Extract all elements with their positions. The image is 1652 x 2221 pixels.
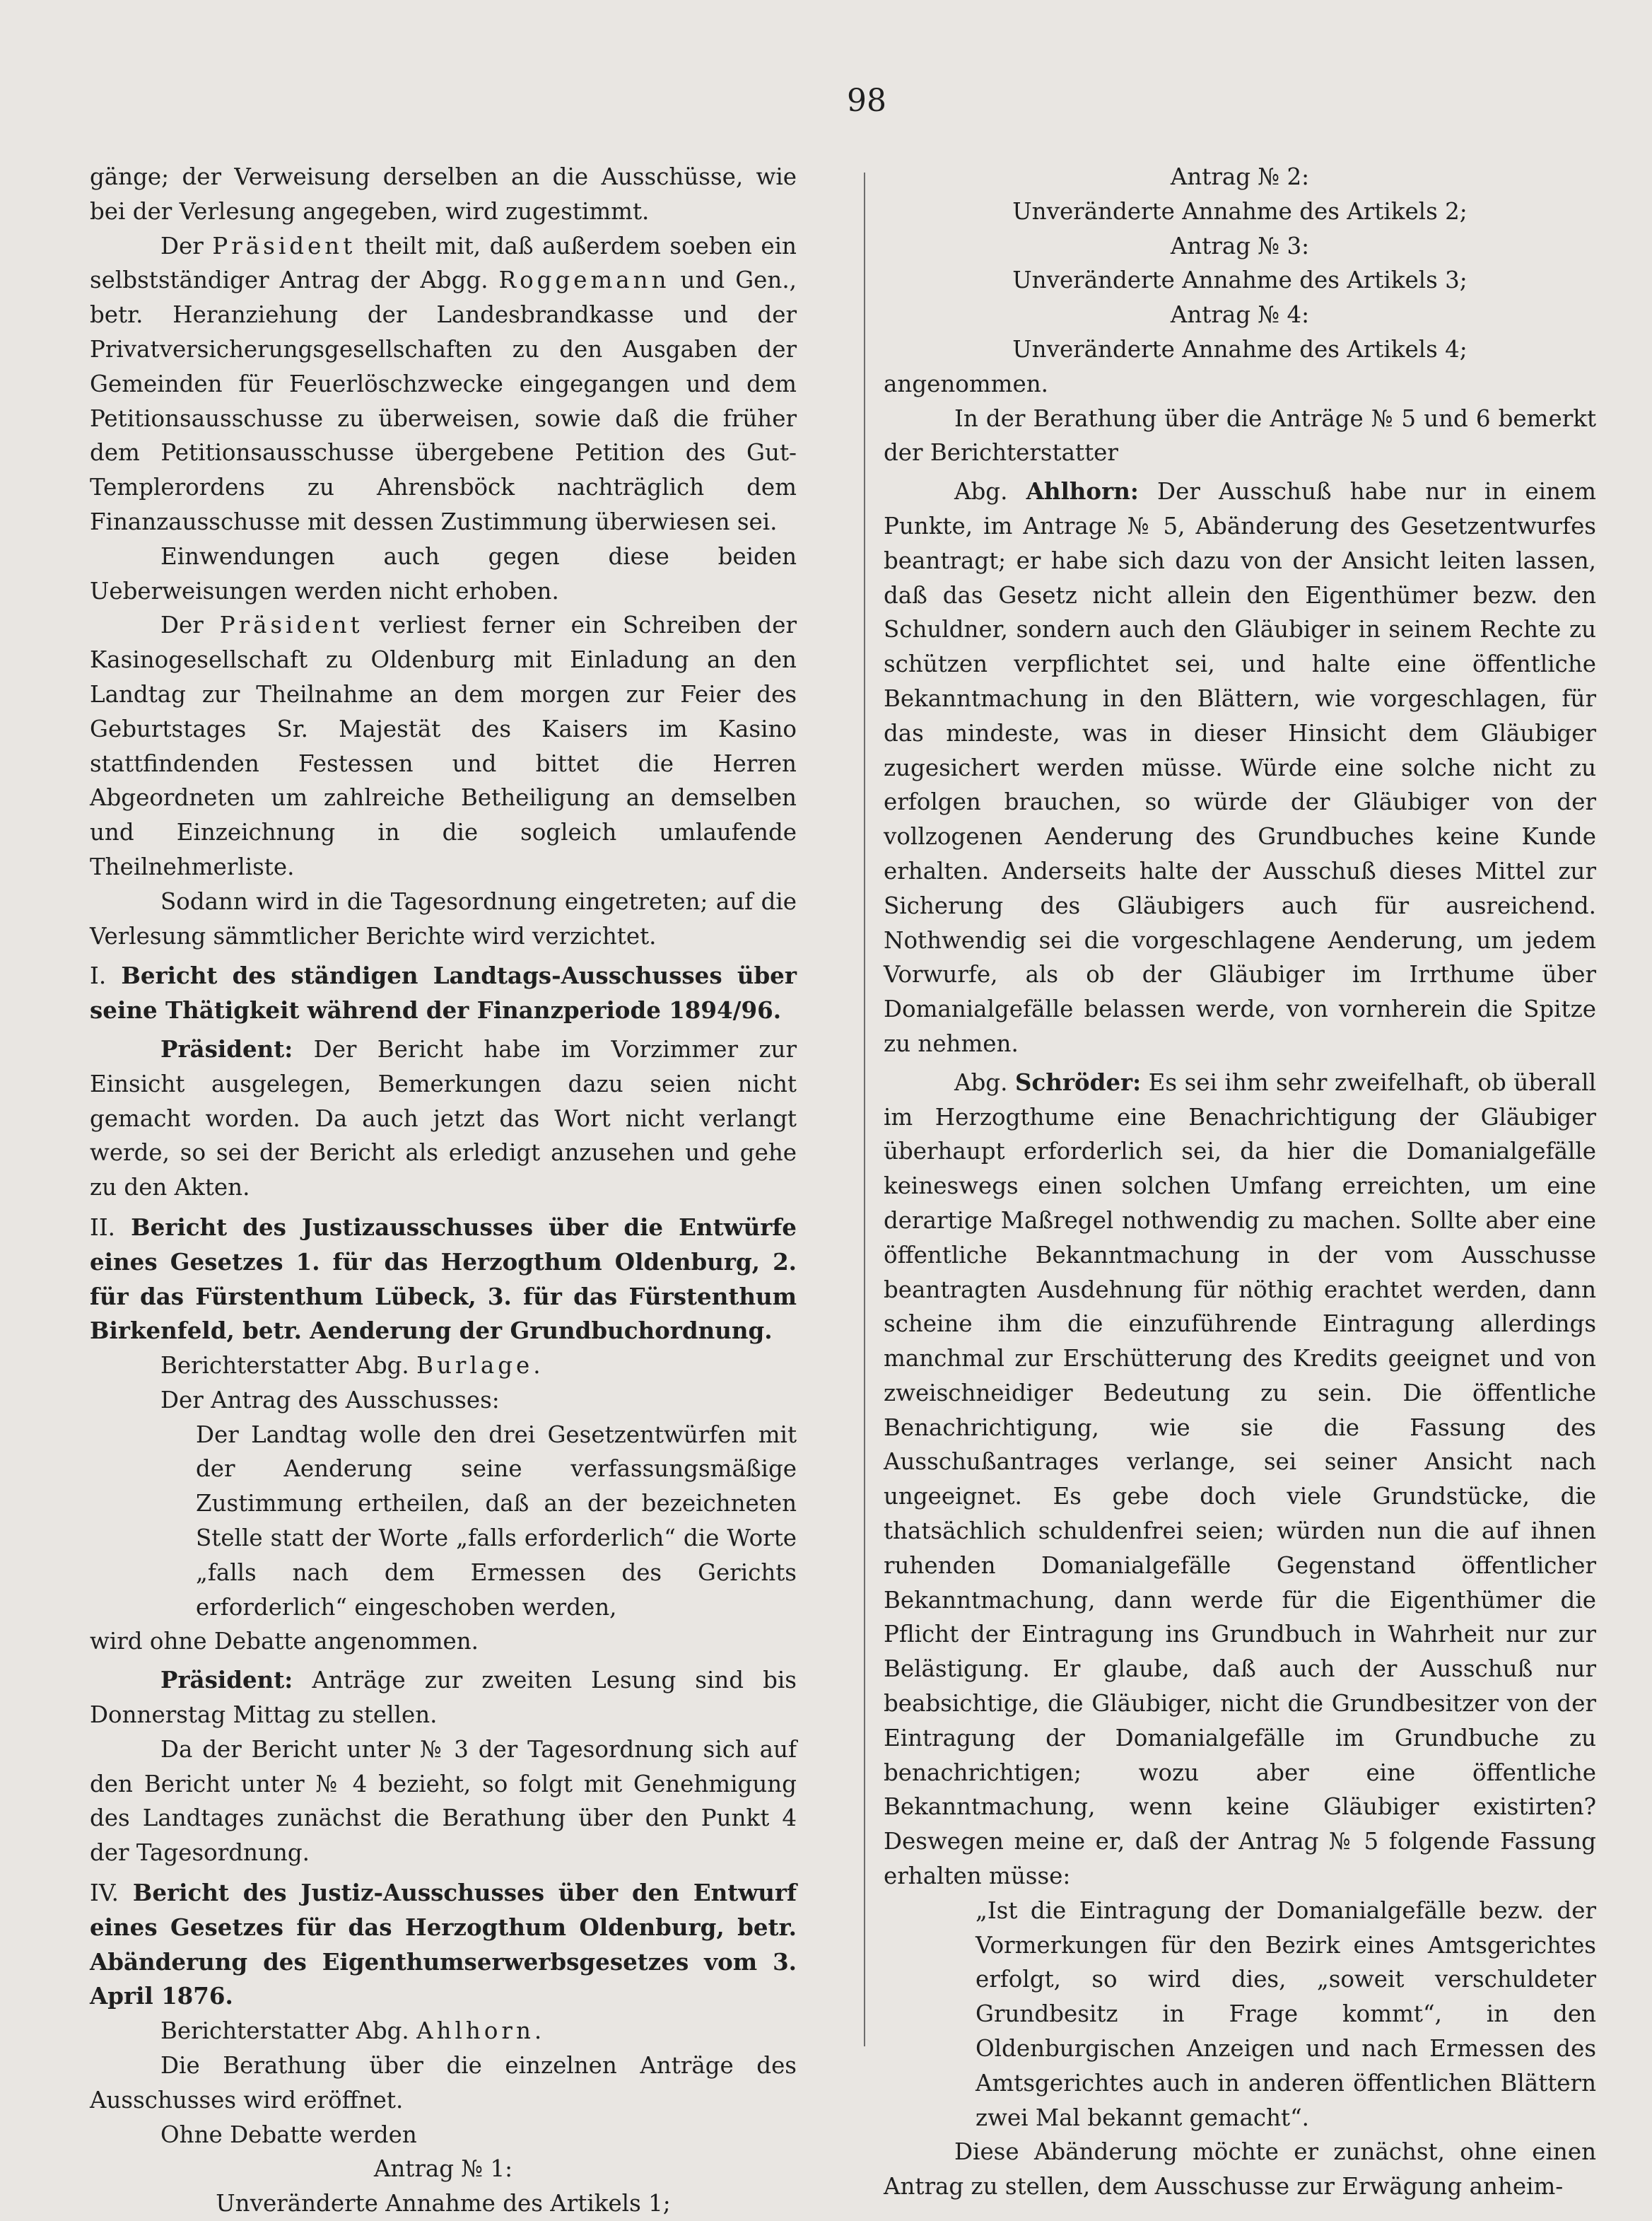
column-divider [864,173,865,2046]
paragraph [90,1032,797,1205]
paragraph: In der Berathung über die Anträge № 5 und 6 bemerkt der Berichterstatter [884,404,1596,467]
paragraph [90,2014,797,2048]
text: Abg. [954,478,1008,506]
text: Es sei ihm sehr zweifelhaft, ob überall im Herzogthume eine Benachrichtigung der Gläubiger überhaupt erforderlich sei, da hier die Domanialgefälle keineswegs einen solchen Umfang erreichten, um eine derartige Maßregel nothwendig zu machen. Sollte aber eine öffentliche Bekanntmachung in der vom Ausschusse beantragten Ausdehnung für nöthig erachtet werden, dann scheine ihm die einzuführende Eintragung allerdings manchmal zur Erschütterung des Kredits geeignet und von zweischneidiger Bedeutung zu sein. Die öffentliche Benachrichtigung, wie sie die Fassung des Ausschußantrages verlange, sei seiner Ansicht nach ungeeignet. Es gebe doch viele Grundstücke, die thatsächlich schuldenfrei seien; würden nun die auf ihnen ruhenden Domanialgefälle Gegenstand öffentlicher Bekanntmachung, dann werde für die Eigenthümer die Pflicht der Eintragung ins Grundbuch in Wahrheit nur zur Belästigung. Er glaube, daß auch der Ausschuß nur beabsichtige, die Gläubiger, nicht die Grundbesitzer von der Eintragung der Domanialgefälle im Grundbuche zu benachrichtigen; wozu aber eine öffentliche Bekanntmachung, wenn keine Gläubiger existirten? Deswegen meine er, daß der Antrag № 5 folgende Fassung erhalten müsse: [884,1068,1596,1890]
paragraph: wird ohne Debatte angenommen. [90,1628,479,1655]
person-name: Burlage. [416,1352,544,1380]
paragraph [90,229,797,540]
section-number: IV. [90,1879,119,1907]
section-title: Bericht des Justiz-Ausschusses über den Entwurf eines Gesetzes für das Herzogthum Oldenburg, betr. Abänderung des Eigenthumserwerbsgesetzes vom 3. April 1876. [90,1879,797,2010]
paragraph: angenommen. [884,370,1048,397]
person-name: Ahlhorn. [416,2017,546,2045]
paragraph [884,1066,1596,1894]
motion-text: Unveränderte Annahme des Artikels 2; [1012,197,1468,225]
paragraph [90,608,797,884]
section-title: Bericht des ständigen Landtags-Ausschusses über seine Thätigkeit während der Finanzperiode 1894/96. [90,962,797,1025]
text: Der [160,612,204,639]
paragraph: Der Antrag des Ausschusses: [160,1386,500,1413]
section-heading [90,1876,797,2014]
page-number: 98 [847,83,886,119]
motion-label: Antrag № 2: [1170,163,1310,190]
motion-label: Antrag № 4: [1170,301,1310,329]
motion-text: Unveränderte Annahme des Artikels 4; [1012,335,1468,363]
section-number: II. [90,1213,116,1241]
motion-text: Unveränderte Annahme des Artikels 3; [1012,267,1468,294]
text: „falls erforderlich“ die Worte „falls nach dem Ermessen des Gerichts erforderlich“ eingeschoben werden, [196,1525,797,1621]
paragraph: Diese Abänderung möchte er zunächst, ohne einen Antrag zu stellen, dem Ausschusse zur Erwägung anheim- [884,2138,1596,2200]
text: Der Landtag wolle den drei Gesetzentwürfen mit der Aenderung seine verfassungsmäßige Zustimmung ertheilen, daß an der bezeichneten Stelle statt der Worte [196,1421,797,1552]
section-heading [90,1211,797,1348]
text: Der [160,232,204,260]
text: Der Ausschuß habe nur in einem Punkte, im Antrage № 5, Abänderung des Gesetzentwurfes beantragt; er habe sich dazu von der Ansicht leiten lassen, daß das Gesetz nicht allein den Eigenthümer bezw. den Schuldner, sondern auch den Gläubiger in seinem Rechte zu schützen verpflichtet sei, und halte eine öffentliche Bekanntmachung in den Blättern, wie vorgeschlagen, für das mindeste, was in dieser Hinsicht dem Gläubiger zugesichert werden müsse. Würde eine solche nicht zu erfolgen brauchen, so würde der Gläubiger von der vollzogenen Aenderung des Grundbuches keine Kunde erhalten. Anderseits halte der Ausschuß dieses Mittel zur Sicherung des Gläubigers auch für ausreichend. Nothwendig sei die vorgeschlagene Aenderung, um jedem Vorwurfe, als ob der Gläubiger im Irrthume über Domanialgefälle belassen werde, von vornherein die Spitze zu nehmen. [884,478,1596,1057]
person-name: Roggemann [498,267,670,294]
speaker-name: Präsident: [160,1666,293,1694]
left-column [90,160,797,2221]
text: und Gen., betr. Heranziehung der Landesbrandkasse und der Privatversicherungsgesellschaften zu den Ausgaben der Gemeinden für Feuerlöschzwecke eingegangen und dem Petitionsausschusse zu überweisen, sowie daß die früher dem Petitionsausschusse übergebene Petition des Gut-Templerordens zu Ahrensböck nachträglich dem Finanzausschusse mit dessen Zustimmung überwiesen sei. [90,267,797,535]
motion-label: Antrag № 1: [373,2155,513,2183]
section-number: I. [90,962,107,990]
text: Berichterstatter Abg. [160,2017,409,2045]
text: Abg. [954,1068,1008,1096]
paragraph [90,1348,797,1383]
speaker-name: Präsident: [160,1034,293,1063]
paragraph: Da der Bericht unter № 3 der Tagesordnung sich auf den Bericht unter № 4 bezieht, so folgt mit Genehmigung des Landtages zunächst die Berathung über den Punkt 4 der Tagesordnung. [90,1735,797,1867]
right-column [884,160,1596,2204]
text: Berichterstatter Abg. [160,1352,409,1380]
paragraph: Die Berathung über die einzelnen Anträge des Ausschusses wird eröffnet. [90,2052,797,2114]
motion-label: Antrag № 3: [1170,232,1310,260]
speaker-name: Präsident [212,232,356,260]
speaker-name: Ahlhorn: [1026,477,1139,506]
paragraph [884,474,1596,1061]
motion-text: Unveränderte Annahme des Artikels 1; [216,2190,671,2217]
paragraph: Ohne Debatte werden [160,2121,417,2148]
paragraph: Sodann wird in die Tagesordnung eingetreten; auf die Verlesung sämmtlicher Berichte wird verzichtet. [90,887,797,950]
speaker-name: Präsident [219,612,363,639]
section-title: Bericht des Justizausschusses über die Entwürfe eines Gesetzes 1. für das Herzogthum Oldenburg, 2. für das Fürstenthum Lübeck, 3. für das Fürstenthum Birkenfeld, betr. Aenderung der Grundbuchordnung. [90,1213,797,1345]
quoted-motion: „Ist die Eintragung der Domanialgefälle bezw. der Vormerkungen für den Bezirk eines Amtsgerichtes erfolgt, so wird dies, „soweit verschuldeter Grundbesitz in Frage kommt“, in den Oldenburgischen Anzeigen und nach Ermessen des Amtsgerichtes auch in anderen öffentlichen Blättern zwei Mal bekannt gemacht“. [976,1896,1596,2131]
paragraph [90,1663,797,1732]
text: Anträge zur zweiten Lesung sind bis Donnerstag Mittag zu stellen. [90,1667,797,1729]
speaker-name: Schröder: [1014,1068,1142,1096]
text: verliest ferner ein Schreiben der Kasinogesellschaft zu Oldenburg mit Einladung an den Landtag zur Theilnahme an dem morgen zur Feier des Geburtstages Sr. Majestät des Kaisers im Kasino stattfindenden Festessen und bittet die Herren Abgeordneten um zahlreiche Betheiligung an demselben und Einzeichnung in die sogleich umlaufende Theilnehmerliste. [90,612,797,880]
text: Der Bericht habe im Vorzimmer zur Einsicht ausgelegen, Bemerkungen dazu seien nicht gemacht worden. Da auch jetzt das Wort nicht verlangt werde, so sei der Bericht als erledigt anzusehen und gehe zu den Akten. [90,1035,797,1201]
quoted-motion [90,1418,797,1625]
paragraph: Einwendungen auch gegen diese beiden Ueberweisungen werden nicht erhoben. [90,542,797,605]
text: theilt mit, daß außerdem soeben ein selbstständiger Antrag der Abgg. [90,232,797,294]
section-heading [90,959,797,1028]
paragraph: gänge; der Verweisung derselben an die Ausschüsse, wie bei der Verlesung angegeben, wird zugestimmt. [90,163,797,225]
